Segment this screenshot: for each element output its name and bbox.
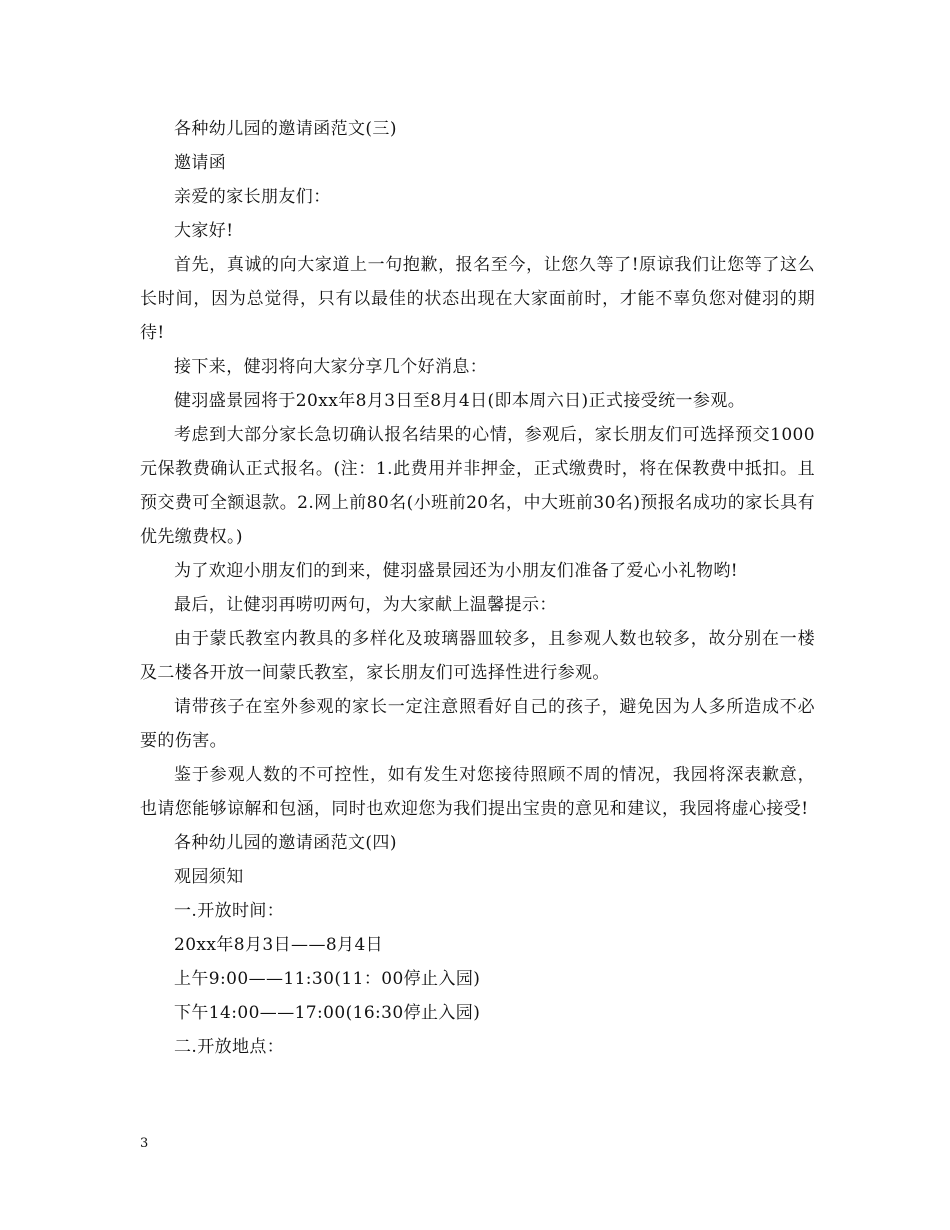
section-title-4: 各种幼儿园的邀请函范文(四) bbox=[174, 833, 397, 853]
greeting: 大家好! bbox=[174, 221, 234, 241]
gift-paragraph: 为了欢迎小朋友们的到来，健羽盛景园还为小朋友们准备了爱心小礼物哟! bbox=[174, 561, 739, 581]
registration-paragraph: 考虑到大部分家长急切确认报名结果的心情，参观后，家长朋友们可选择预交1000元保教费确认正式报名。(注：1.此费用并非押金，正式缴费时，将在保教费中抵扣。且预交费可全额退款。2.网上前80名(小班前20名，中大班前30名)预报名成功的家长具有优先缴费权。) bbox=[140, 425, 815, 547]
safety-paragraph: 请带孩子在室外参观的家长一定注意照看好自己的孩子，避免因为人多所造成不必要的伤害。 bbox=[140, 697, 815, 751]
page-number: 3 bbox=[140, 1136, 149, 1151]
reminder-intro: 最后，让健羽再唠叨两句，为大家献上温馨提示： bbox=[174, 595, 557, 615]
morning-hours: 上午9:00——11:30(11：00停止入园) bbox=[174, 969, 481, 989]
apology-closing-paragraph: 鉴于参观人数的不可控性，如有发生对您接待照顾不周的情况，我园将深表歉意，也请您能够谅解和包涵，同时也欢迎您为我们提出宝贵的意见和建议，我园将虚心接受! bbox=[140, 765, 815, 819]
classroom-paragraph: 由于蒙氏教室内教具的多样化及玻璃器皿较多，且参观人数也较多，故分别在一楼及二楼各开放一间蒙氏教室，家长朋友们可选择性进行参观。 bbox=[140, 629, 815, 683]
section-title-3: 各种幼儿园的邀请函范文(三) bbox=[174, 119, 397, 139]
document-body bbox=[140, 112, 815, 1064]
afternoon-hours: 下午14:00——17:00(16:30停止入园) bbox=[174, 1003, 481, 1023]
visit-dates-paragraph: 健羽盛景园将于20xx年8月3日至8月4日(即本周六日)正式接受统一参观。 bbox=[174, 391, 746, 411]
opening-dates: 20xx年8月3日——8月4日 bbox=[174, 935, 384, 955]
visit-notice-heading: 观园须知 bbox=[174, 867, 244, 887]
apology-paragraph: 首先，真诚的向大家道上一句抱歉，报名至今，让您久等了!原谅我们让您等了这么长时间，因为总觉得，只有以最佳的状态出现在大家面前时，才能不辜负您对健羽的期待! bbox=[140, 255, 815, 343]
salutation: 亲爱的家长朋友们： bbox=[174, 187, 331, 207]
news-intro: 接下来，健羽将向大家分享几个好消息： bbox=[174, 357, 488, 377]
invitation-heading: 邀请函 bbox=[174, 153, 227, 173]
opening-time-heading: 一.开放时间： bbox=[174, 901, 285, 921]
opening-location-heading: 二.开放地点： bbox=[174, 1037, 285, 1057]
